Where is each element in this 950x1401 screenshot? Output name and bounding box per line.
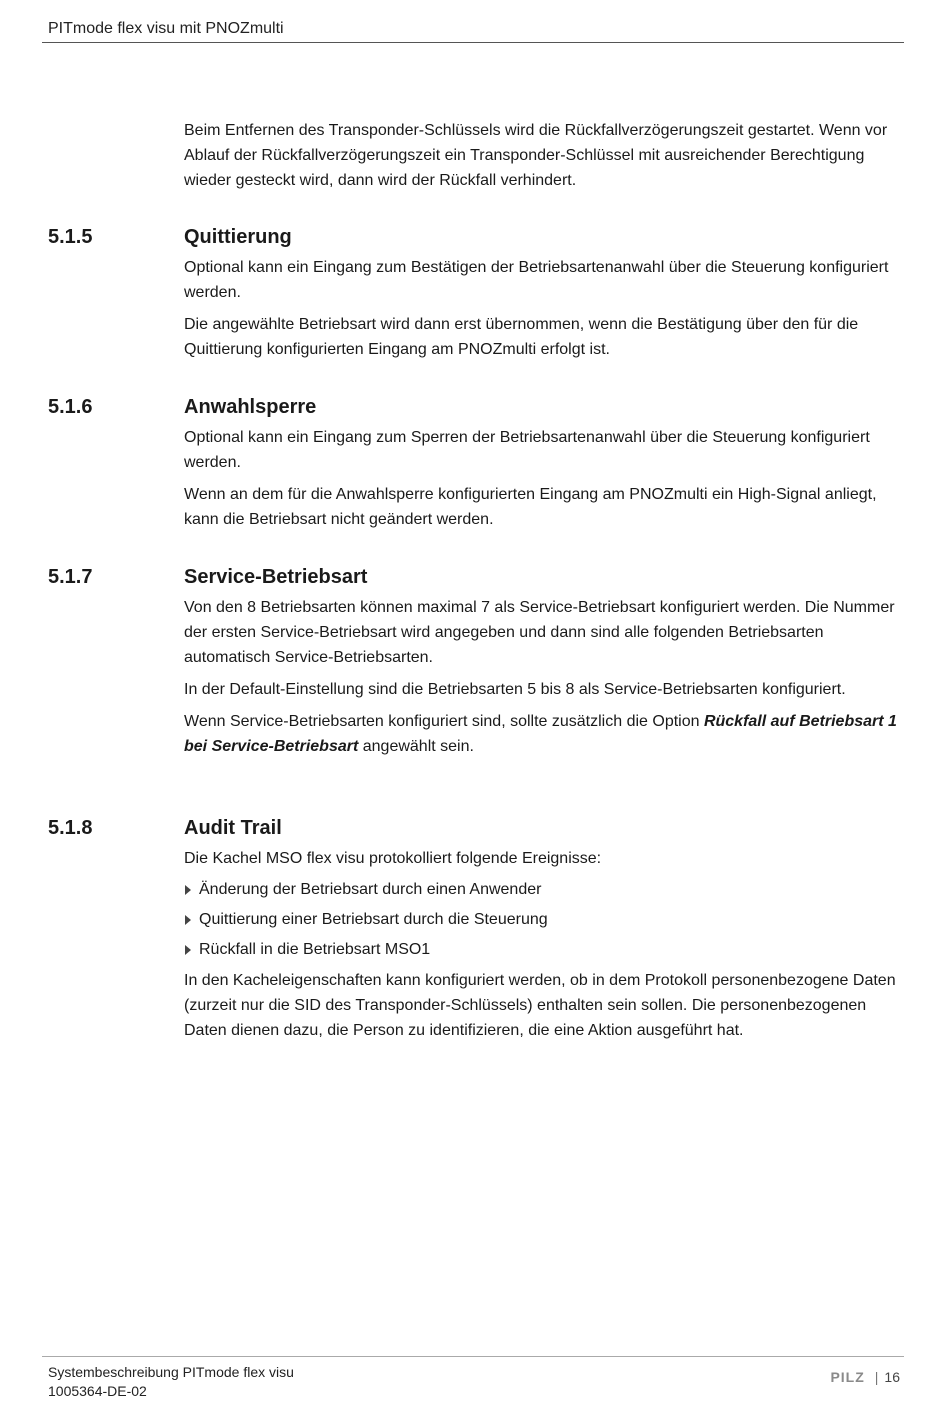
footer-doc-number: 1005364-DE-02 — [48, 1383, 147, 1399]
paragraph: In den Kacheleigenschaften kann konfiguriert werden, ob in dem Protokoll personenbezogene Daten (zurzeit nur die SID des Transponder-Schlüssels) enthalten sein sollen. Die personenbezogenen Daten dienen dazu, die Person zu identifizieren, die eine Aktion ausgeführt hat. — [184, 972, 896, 1039]
section-number: 5.1.6 — [48, 396, 93, 418]
paragraph: Die Kachel MSO flex visu protokolliert folgende Ereignisse: — [184, 850, 602, 867]
footer-page-info — [830, 1369, 900, 1385]
footer-separator: | — [874, 1369, 879, 1385]
section-number: 5.1.8 — [48, 817, 93, 839]
section-title: Quittierung — [184, 226, 292, 248]
running-header: PITmode flex visu mit PNOZmulti — [48, 20, 284, 37]
intro-block — [184, 118, 904, 200]
list-item — [184, 938, 904, 962]
paragraph: Optional kann ein Eingang zum Sperren der Betriebsartenanwahl über die Steuerung konfiguriert werden. — [184, 429, 870, 471]
header-divider — [42, 42, 904, 43]
section-number: 5.1.7 — [48, 566, 93, 588]
bullet-triangle-icon — [185, 945, 191, 955]
section-body — [184, 425, 904, 539]
paragraph: Wenn an dem für die Anwahlsperre konfigurierten Eingang am PNOZmulti ein High-Signal anliegt, kann die Betriebsart nicht geändert werden. — [184, 486, 877, 528]
section-body — [184, 255, 904, 369]
section-title: Audit Trail — [184, 817, 282, 839]
list-item-text: Rückfall in die Betriebsart MSO1 — [199, 941, 431, 958]
option-name: Rückfall auf Betriebsart 1 bei Service-Betriebsart — [184, 713, 897, 755]
page-number: 16 — [884, 1369, 900, 1385]
section-title: Anwahlsperre — [184, 396, 317, 418]
paragraph-option-note — [184, 709, 904, 759]
section-title: Service-Betriebsart — [184, 566, 368, 588]
section-body — [184, 595, 904, 766]
paragraph-text: Wenn Service-Betriebsarten konfiguriert sind, sollte zusätzlich die Option — [184, 713, 704, 730]
list-item-text: Änderung der Betriebsart durch einen Anwender — [199, 881, 542, 898]
paragraph: Von den 8 Betriebsarten können maximal 7 als Service-Betriebsart konfiguriert werden. Die Nummer der ersten Service-Betriebsart wird angegeben und dann sind alle folgenden Betriebsarten automatisch Service-Betriebsarten. — [184, 599, 895, 666]
event-list — [184, 878, 904, 962]
list-item-text: Quittierung einer Betriebsart durch die Steuerung — [199, 911, 548, 928]
footer-divider — [42, 1356, 904, 1357]
paragraph: In der Default-Einstellung sind die Betriebsarten 5 bis 8 als Service-Betriebsarten konfiguriert. — [184, 681, 846, 698]
paragraph: Optional kann ein Eingang zum Bestätigen der Betriebsartenanwahl über die Steuerung konfiguriert werden. — [184, 259, 889, 301]
section-number: 5.1.5 — [48, 226, 93, 248]
list-item — [184, 878, 904, 902]
list-item — [184, 908, 904, 932]
bullet-triangle-icon — [185, 885, 191, 895]
bullet-triangle-icon — [185, 915, 191, 925]
paragraph: Die angewählte Betriebsart wird dann erst übernommen, wenn die Bestätigung über den für die Quittierung konfigurierten Eingang am PNOZmulti erfolgt ist. — [184, 316, 859, 358]
section-body — [184, 846, 904, 1050]
intro-paragraph: Beim Entfernen des Transponder-Schlüssels wird die Rückfallverzögerungszeit gestartet. Wenn vor Ablauf der Rückfallverzögerungszeit ein Transponder-Schlüssel mit ausreichender Berechtigung wieder gesteckt wird, dann wird der Rückfall verhindert. — [184, 122, 888, 189]
footer-doc-title: Systembeschreibung PITmode flex visu — [48, 1364, 294, 1380]
paragraph-text: angewählt sein. — [358, 738, 474, 755]
footer-doc-info — [48, 1363, 294, 1401]
pilz-logo: PILZ — [830, 1369, 865, 1385]
